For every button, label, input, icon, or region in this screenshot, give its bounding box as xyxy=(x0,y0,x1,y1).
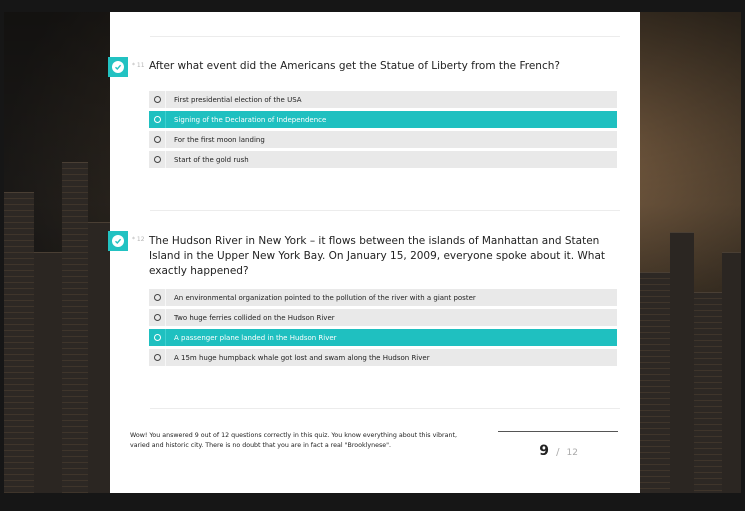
score-display xyxy=(498,440,578,459)
score-divider xyxy=(498,431,618,432)
quiz-panel xyxy=(110,12,640,493)
check-circle-icon xyxy=(108,57,128,77)
radio-icon[interactable] xyxy=(154,96,161,103)
answer-label: Two huge ferries collided on the Hudson River xyxy=(174,313,335,322)
check-circle-icon xyxy=(108,231,128,251)
window-frame-bottom xyxy=(0,493,745,511)
score-separator: / xyxy=(556,447,560,458)
answer-option-selected[interactable] xyxy=(149,111,617,128)
answer-label: Signing of the Declaration of Independence xyxy=(174,115,327,124)
divider xyxy=(150,408,620,409)
divider xyxy=(150,210,620,211)
answer-label: For the first moon landing xyxy=(174,135,265,144)
answer-label: Start of the gold rush xyxy=(174,155,249,164)
answer-option[interactable] xyxy=(149,131,617,148)
building-silhouette xyxy=(34,252,62,493)
radio-icon[interactable] xyxy=(154,354,161,361)
radio-icon[interactable] xyxy=(154,116,161,123)
radio-icon[interactable] xyxy=(154,334,161,341)
question-text: The Hudson River in New York – it flows between the islands of Manhattan and Staten Island in the Upper New York Bay. On January 15, 2009, everyone spoke about it. What exactly happened? xyxy=(149,235,606,277)
building-silhouette xyxy=(670,232,694,493)
answer-label: An environmental organization pointed to the pollution of the river with a giant poster xyxy=(174,293,476,302)
answer-option[interactable] xyxy=(149,289,617,306)
answer-option[interactable] xyxy=(149,309,617,326)
question-number: * 11 xyxy=(132,62,145,69)
score-value: 9 xyxy=(539,443,549,459)
divider xyxy=(150,36,620,37)
radio-icon[interactable] xyxy=(154,294,161,301)
radio-icon[interactable] xyxy=(154,314,161,321)
answer-option[interactable] xyxy=(149,151,617,168)
answer-label: First presidential election of the USA xyxy=(174,95,302,104)
answer-option-selected[interactable] xyxy=(149,329,617,346)
answer-option[interactable] xyxy=(149,91,617,108)
window-frame-right xyxy=(741,0,745,511)
building-silhouette xyxy=(62,162,88,493)
window-frame-left xyxy=(0,0,4,511)
question-number: * 12 xyxy=(132,236,145,243)
radio-icon[interactable] xyxy=(154,136,161,143)
answer-label: A passenger plane landed in the Hudson River xyxy=(174,333,337,342)
result-message: Wow! You answered 9 out of 12 questions correctly in this quiz. You know everything about this vibrant, varied and historic city. There is no doubt that you are in fact a real "Brooklynese". xyxy=(130,432,457,449)
building-silhouette xyxy=(88,222,110,493)
building-silhouette xyxy=(694,292,722,493)
window-frame-top xyxy=(0,0,745,12)
score-total: 12 xyxy=(566,448,578,458)
answer-option[interactable] xyxy=(149,349,617,366)
building-silhouette xyxy=(4,192,34,493)
radio-icon[interactable] xyxy=(154,156,161,163)
building-silhouette xyxy=(722,252,741,493)
building-silhouette xyxy=(640,272,670,493)
question-text: After what event did the Americans get the Statue of Liberty from the French? xyxy=(149,60,560,72)
answer-label: A 15m huge humpback whale got lost and swam along the Hudson River xyxy=(174,353,430,362)
